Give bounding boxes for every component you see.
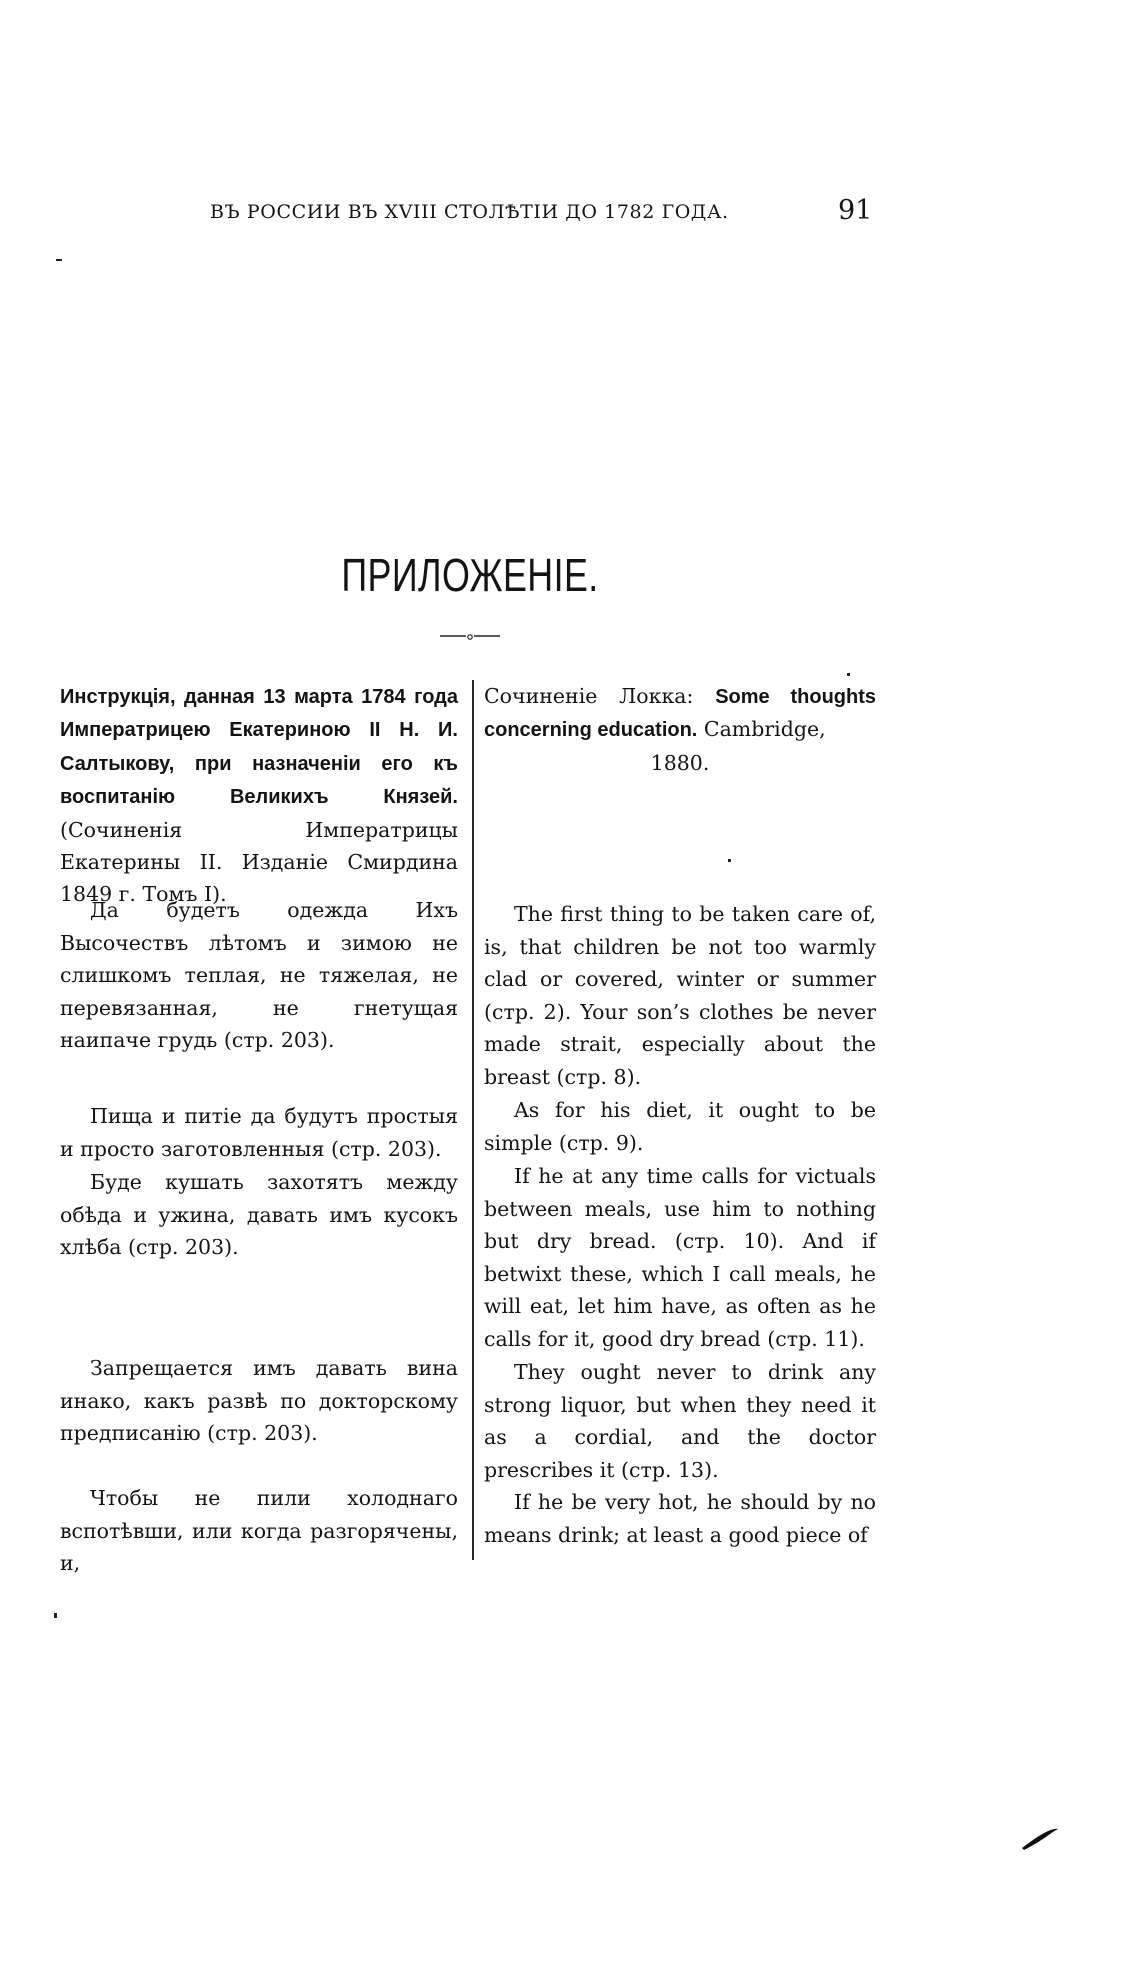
right-paragraph-meals: If he at any time calls for victuals between meals, use him to nothing but dry bread. (стр. 10). And if betwixt these, which I call meals, he will eat, let him have, as often as he calls for it, good dry bread (стр. 11).: [484, 1164, 876, 1351]
scan-speck: [54, 1613, 57, 1618]
left-paragraph-clothing: Да будетъ одежда Ихъ Высочествъ лѣтомъ и зимою не слишкомъ теплая, не тяжелая, не перевязанная, не гнетущая наипаче грудь (стр. 203).: [60, 898, 458, 1053]
left-heading-plain: (Сочиненія Императрицы Екатерины II. Изданіе Смирдина 1849 г. Томъ I).: [60, 817, 458, 907]
scan-speck: [56, 259, 62, 261]
right-heading-year: 1880.: [650, 750, 710, 775]
left-paragraph-snacks: Буде кушать захотятъ между обѣда и ужина, давать имъ кусокъ хлѣба (стр. 203).: [60, 1170, 458, 1260]
right-heading-plain: Сочиненіе Локка:: [484, 684, 694, 708]
right-column-heading: [484, 680, 876, 779]
page-number: 91: [838, 195, 873, 226]
ink-blot-mark: [1020, 1826, 1060, 1852]
scan-speck: [728, 859, 731, 862]
left-paragraph-cold-drink: Чтобы не пили холоднаго вспотѣвши, или когда разгорячены, и,: [60, 1486, 458, 1576]
left-paragraph-food: Пища и питіе да будутъ простыя и просто заготовленныя (стр. 203).: [60, 1104, 458, 1161]
column-divider: [472, 680, 474, 1560]
running-head: ВЪ РОССИИ ВЪ XVIII СТОЛѢТІИ ДО 1782 ГОДА.: [210, 201, 729, 223]
left-column-heading: [60, 680, 458, 911]
title-ornament-rule: [440, 631, 500, 641]
scan-speck: [847, 673, 850, 676]
right-paragraph-diet: As for his diet, it ought to be simple (стр. 9).: [484, 1098, 876, 1155]
left-paragraph-wine: Запрещается имъ давать вина инако, какъ развѣ по докторскому предписанію (стр. 203).: [60, 1356, 458, 1446]
right-paragraph-clothing: The first thing to be taken care of, is, that children be not too warmly clad or covered, winter or summer (стр. 2). Your son’s clothes be never made strait, especially about the breast (стр. 8).: [484, 902, 876, 1089]
left-heading-bold: Инструкція, данная 13 марта 1784 года Императрицею Екатериною II Н. И. Салтыкову, при назначеніи его къ воспитанію Великихъ Князей.: [60, 686, 458, 809]
right-heading-place: Cambridge,: [703, 717, 826, 742]
right-heading-bold: Some thoughts concerning education.: [484, 686, 877, 742]
appendix-title: ПРИЛОЖЕНІЕ.: [341, 549, 599, 601]
right-paragraph-liquor: They ought never to drink any strong liquor, but when they need it as a cordial, and the doctor prescribes it (стр. 13).: [484, 1360, 876, 1482]
right-paragraph-hot: If he be very hot, he should by no means drink; at least a good piece of: [484, 1490, 876, 1547]
